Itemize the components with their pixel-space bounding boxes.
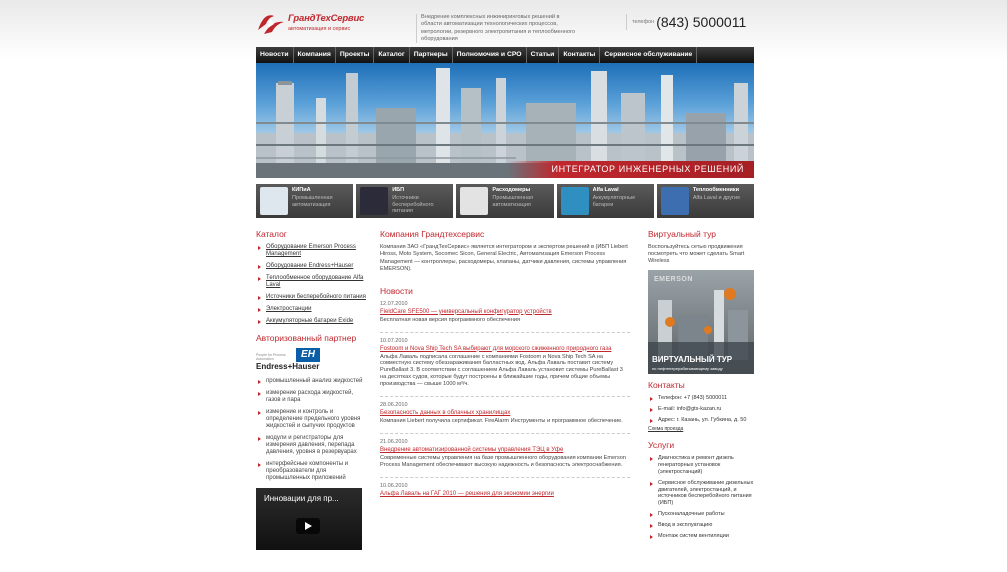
product-desc: Промышленная автоматизация: [292, 195, 333, 208]
partner-list: [256, 378, 368, 482]
product-box-flowmeters[interactable]: [456, 184, 553, 218]
news-divider: [380, 332, 630, 333]
catalog-item[interactable]: [256, 244, 368, 258]
service-item[interactable]: Ввод в эксплуатацию: [648, 522, 754, 529]
service-item[interactable]: Диагностика и ремонт дизель генераторных установок (электростанций): [648, 455, 754, 475]
news-item: [380, 402, 630, 425]
product-title: Расходомеры: [492, 187, 531, 193]
news-divider: [380, 477, 630, 478]
news-title-link[interactable]: Внедрение автоматизированной системы управления ТЭЦ в Уфе: [380, 446, 564, 453]
catalog-item[interactable]: [256, 294, 368, 301]
virtual-tour-banner[interactable]: [648, 270, 754, 374]
news-text: Альфа Лаваль подписала соглашение с компаниями Fostoom и Nova Ship Tech SA на совместную систему обеззараживания балластных вод. Альфа Лаваль поставит систему PureBallast 3. В соответствии с соглашением Альфа Лаваль установит системы PureBallast 3 на десятках судов, которые будут построены в ближайшие годы, причем общие объемы производства — свыше 1000 м³/ч.: [380, 353, 623, 388]
news-divider: [380, 396, 630, 397]
phone-label: телефон: [632, 19, 655, 25]
product-image: [561, 187, 589, 215]
partner-item: модули и регистраторы для измерения давления, перепада давления, уровня в резервуарах: [256, 435, 368, 456]
logo[interactable]: [256, 10, 366, 42]
product-desc: Аккумуляторные батареи: [592, 195, 636, 208]
product-image: [661, 187, 689, 215]
product-box-kipia[interactable]: [256, 184, 353, 218]
service-item[interactable]: Пусконаладочные работы: [648, 511, 754, 518]
partner-item: интерфейсные компоненты и преобразователи для промышленных приложений: [256, 461, 368, 482]
nav-item-projects[interactable]: Проекты: [336, 47, 375, 63]
product-box-batteries[interactable]: [557, 184, 654, 218]
catalog-link[interactable]: Источники бесперебойного питания: [266, 294, 366, 300]
product-title: КИПиА: [292, 187, 311, 193]
catalog-link[interactable]: Теплообменное оборудование Alfa Laval: [266, 275, 364, 288]
catalog-heading: Каталог: [256, 229, 287, 239]
product-box-ups[interactable]: [356, 184, 453, 218]
catalog-link[interactable]: Оборудование Emerson Process Management: [266, 244, 356, 257]
contact-email[interactable]: E-mail: info@gts-kazan.ru: [648, 406, 754, 413]
tour-brand: EMERSON: [654, 276, 693, 283]
news-item: [380, 301, 630, 324]
left-column: [256, 229, 368, 550]
directions-link[interactable]: Схема проезда: [648, 426, 684, 433]
nav-item-articles[interactable]: Статьи: [527, 47, 560, 63]
nav-item-contacts[interactable]: Контакты: [559, 47, 600, 63]
nav-item-licenses[interactable]: Полномочия и СРО: [453, 47, 527, 63]
catalog-link[interactable]: Оборудование Endress+Hauser: [266, 263, 354, 269]
product-boxes: [256, 184, 754, 218]
news-text: Бесплатная новая версия программного обеспечения: [380, 316, 521, 323]
endress-hauser-logo[interactable]: [256, 348, 326, 374]
news-item: [380, 483, 630, 497]
news-title-link[interactable]: Безопасность данных в облачных хранилищах: [380, 410, 511, 417]
service-item[interactable]: Сервисное обслуживание дизельных двигателей, электростанций, и источников бесперебойного питания (ИБП): [648, 480, 754, 507]
logo-name: ГрандТехСервис: [288, 13, 365, 24]
nav-item-catalog[interactable]: Каталог: [374, 47, 409, 63]
company-intro: Компания ЗАО «ГрандТехСервис» является интегратором и экспертом решений в (ИБП Liebert Hiross, Moto System, Socomec Sicon, General Electric, Автоматизация Emerson Process Management — контроллеры, расходомеры, клапаны, датчики давления, системы управления EMERSON).: [380, 244, 628, 273]
nav-item-partners[interactable]: Партнеры: [410, 47, 453, 63]
header-tagline: Внедрение комплексных инжиниринговых решений в области автоматизации технологических процессов, метрологии, резервного электропитания и теплообменного оборудования: [416, 14, 576, 43]
services-heading: Услуги: [648, 440, 675, 451]
partner-item: измерение и контроль и определение предельного уровня жидкостей и сыпучих продуктов: [256, 409, 368, 430]
phone-number: (843) 5000011: [656, 14, 747, 30]
eh-mark: EH: [296, 348, 320, 362]
catalog-item[interactable]: [256, 275, 368, 289]
main-nav: [256, 47, 754, 63]
partner-item: промышленный анализ жидкостей: [256, 378, 368, 385]
page: [256, 0, 754, 572]
news-title-link[interactable]: Альфа Лаваль на ГАГ 2010 — решения для экономии энергии: [380, 490, 554, 497]
tour-subcaption: по нефтеперерабатывающему заводу: [652, 366, 723, 371]
catalog-link[interactable]: Аккумуляторные батареи Exide: [266, 318, 354, 324]
news-divider: [380, 433, 630, 434]
catalog-item[interactable]: [256, 263, 368, 270]
contacts-list: [648, 395, 754, 423]
news-title-link[interactable]: FieldCare SFE500 — универсальный конфигуратор устройств: [380, 308, 552, 315]
video-title: Инновации для пр...: [264, 494, 339, 503]
catalog-item[interactable]: [256, 306, 368, 313]
header-phone: [626, 14, 754, 30]
news-date: 10.07.2010: [380, 337, 408, 344]
nav-item-news[interactable]: Новости: [256, 47, 294, 63]
service-item[interactable]: Монтаж систем вентиляции: [648, 533, 754, 540]
contact-address: Адрес: г. Казань, ул. Губкина, д. 50: [648, 417, 754, 424]
services-list: [648, 455, 754, 539]
news-text: Компания Liebert получила сертификат. FireAlarm Инструменты и программное обеспечение.: [380, 418, 623, 425]
company-heading: Компания Грандтехсервис: [380, 229, 485, 239]
product-image: [260, 187, 288, 215]
tour-caption: ВИРТУАЛЬНЫЙ ТУР: [652, 355, 733, 364]
nav-item-service[interactable]: Сервисное обслуживание: [600, 47, 697, 63]
news-date: 12.07.2010: [380, 300, 408, 307]
news-item: [380, 439, 630, 469]
news-date: 21.06.2010: [380, 438, 408, 445]
partner-heading: Авторизованный партнер: [256, 333, 357, 343]
video-player[interactable]: [256, 488, 362, 550]
catalog-item[interactable]: [256, 318, 368, 325]
catalog-link[interactable]: Электростанции: [266, 306, 312, 312]
product-box-heat-exchangers[interactable]: [657, 184, 754, 218]
play-icon[interactable]: [296, 518, 320, 534]
news-date: 28.06.2010: [380, 402, 408, 409]
logo-mark-icon: [256, 10, 286, 36]
tour-text: Воспользуйтесь сетью продвижения посмотреть что может сделать Smart Wireless: [648, 244, 745, 264]
contact-phone: Телефон: +7 (843) 5000011: [648, 395, 754, 402]
nav-item-company[interactable]: Компания: [294, 47, 336, 63]
right-column: [648, 229, 754, 543]
product-title: ИБП: [392, 187, 405, 193]
contacts-heading: Контакты: [648, 380, 685, 390]
product-desc: Alfa Laval и другие: [692, 195, 741, 201]
partner-item: измерение расхода жидкостей, газов и пара: [256, 390, 368, 404]
news-heading: Новости: [380, 285, 413, 296]
tour-heading: Виртуальный тур: [648, 229, 716, 239]
news-text: Современные системы управления на базе промышленного оборудования компании Emerson Process Management обеспечивают высокую надежность и безопасность электроснабжения.: [380, 454, 627, 468]
product-desc: Промышленная автоматизация: [492, 195, 534, 208]
logo-subtitle: автоматизация и сервис: [288, 26, 351, 32]
product-title: Alfa Laval: [592, 187, 619, 193]
banner-slogan: ИНТЕГРАТОР ИНЖЕНЕРНЫХ РЕШЕНИЙ: [508, 161, 754, 178]
eh-slogan: People for Process Automation: [256, 353, 286, 361]
catalog-list: [256, 244, 368, 325]
middle-column: [380, 229, 630, 505]
news-item: [380, 338, 630, 389]
news-date: 10.06.2010: [380, 482, 408, 489]
product-image: [360, 187, 388, 215]
news-title-link[interactable]: Fostoom и Nova Ship Tech SA выбирают для морского сжиженного природного газа: [380, 345, 612, 352]
product-desc: Источники бесперебойного питания: [392, 195, 434, 214]
product-title: Теплообменники: [692, 187, 740, 193]
eh-brand: Endress+Hauser: [256, 362, 320, 371]
product-image: [460, 187, 488, 215]
hero-banner: [256, 63, 754, 178]
